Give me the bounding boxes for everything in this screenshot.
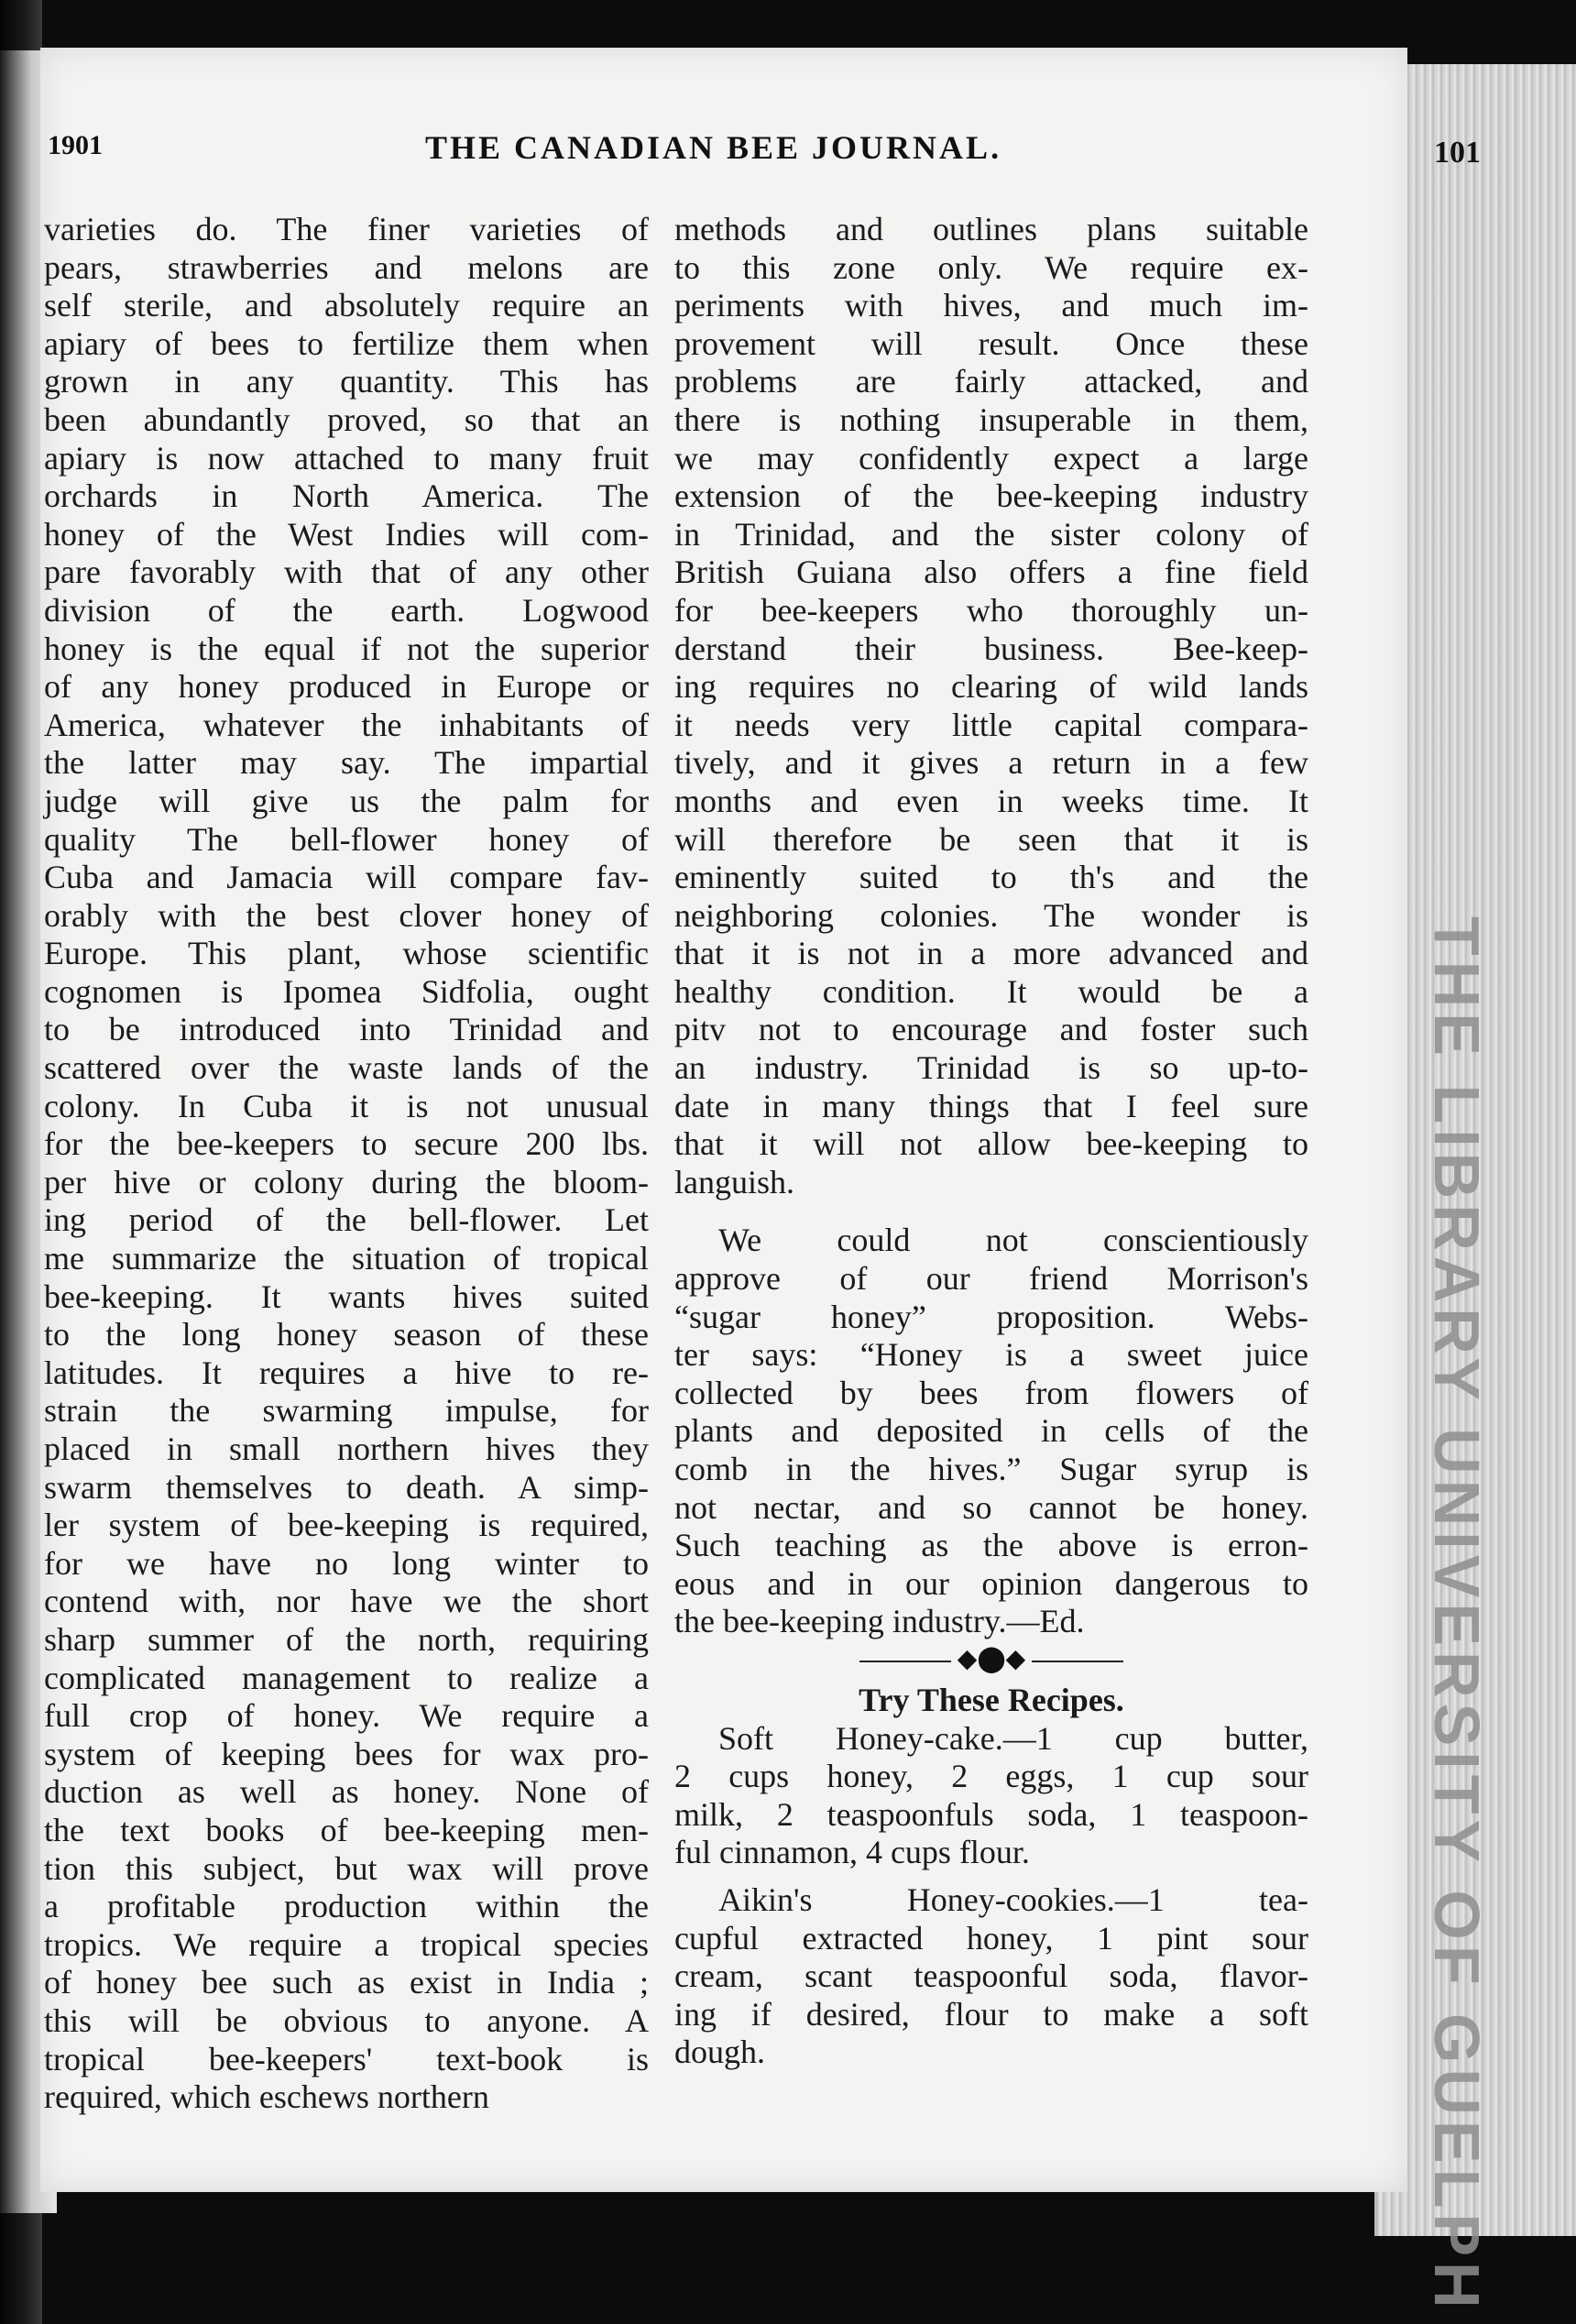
editor-note <box>674 1222 1308 1641</box>
text-line: an industry. Trinidad is so up-to- <box>674 1049 1308 1087</box>
text-line: methods and outlines plans suitable <box>674 211 1308 247</box>
text-line: Such teaching as the above is erron- <box>674 1527 1308 1564</box>
text-line: orchards in North America. The <box>44 477 649 515</box>
text-line: for we have no long winter to <box>44 1544 649 1582</box>
journal-title: THE CANADIAN BEE JOURNAL. <box>425 129 1002 166</box>
text-line: quality The bell-flower honey of <box>44 820 649 858</box>
text-line: pitv not to encourage and foster such <box>674 1011 1308 1048</box>
text-line: ing if desired, flour to make a soft <box>674 1995 1308 2033</box>
text-line: approve of our friend Morrison's <box>674 1260 1308 1298</box>
text-line: for the bee-keepers to secure 200 lbs. <box>44 1125 649 1163</box>
text-line: derstand their business. Bee-keep- <box>674 630 1308 667</box>
text-line: We could not conscientiously <box>718 1222 1308 1259</box>
text-line: tively, and it gives a return in a few <box>674 744 1308 782</box>
text-line: a profitable production within the <box>44 1888 649 1925</box>
text-line: extension of the bee-keeping industry <box>674 477 1308 515</box>
text-line: that it will not allow bee-keeping to <box>674 1125 1308 1163</box>
text-line: the bee-keeping industry.—Ed. <box>674 1603 1085 1640</box>
text-line: honey of the West Indies will com- <box>44 515 649 553</box>
text-line: of honey bee such as exist in India ; <box>44 1964 649 2001</box>
text-line: the text books of bee-keeping men- <box>44 1811 649 1848</box>
text-line: sharp summer of the north, requiring <box>44 1620 649 1658</box>
text-line: of any honey produced in Europe or <box>44 668 649 706</box>
text-line: for bee-keepers who thoroughly un- <box>674 591 1308 629</box>
text-line: required, which eschews northern <box>44 2078 489 2116</box>
header-year: 1901 <box>48 130 103 160</box>
text-line: self sterile, and absolutely require an <box>44 287 649 324</box>
text-line: cream, scant teaspoonful soda, flavor- <box>674 1957 1308 1995</box>
text-line: collected by bees from flowers of <box>674 1374 1308 1411</box>
text-line: swarm themselves to death. A simp- <box>44 1468 649 1506</box>
text-line: plants and deposited in cells of the <box>674 1412 1308 1450</box>
text-line: ful cinnamon, 4 cups flour. <box>674 1834 1030 1871</box>
text-line: to this zone only. We require ex- <box>674 248 1308 286</box>
text-line: periments with hives, and much im- <box>674 287 1308 324</box>
text-line: tropical bee-keepers' text-book is <box>44 2040 649 2077</box>
text-line: not nectar, and so cannot be honey. <box>674 1488 1308 1526</box>
right-column <box>674 211 1308 2072</box>
text-line: languish. <box>674 1163 794 1200</box>
text-line: will therefore be seen that it is <box>674 820 1308 858</box>
text-line: in Trinidad, and the sister colony of <box>674 515 1308 553</box>
text-line: British Guiana also offers a fine field <box>674 554 1308 591</box>
text-line: 2 cups honey, 2 eggs, 1 cup sour <box>674 1758 1308 1795</box>
text-line: “sugar honey” proposition. Webs- <box>674 1298 1308 1335</box>
left-column <box>44 211 649 2117</box>
text-line: Aikin's Honey-cookies.—1 tea- <box>718 1880 1308 1918</box>
text-line: date in many things that I feel sure <box>674 1087 1308 1124</box>
text-line: months and even in weeks time. It <box>674 782 1308 819</box>
text-line: America, whatever the inhabitants of <box>44 706 649 743</box>
text-line: tion this subject, but wax will prove <box>44 1849 649 1887</box>
text-line: pears, strawberries and melons are <box>44 248 649 286</box>
text-line: healthy condition. It would be a <box>674 972 1308 1010</box>
text-line: to the long honey season of these <box>44 1316 649 1354</box>
text-line: cupful extracted honey, 1 pint sour <box>674 1919 1308 1957</box>
text-line: cognomen is Ipomea Sidfolia, ought <box>44 972 649 1010</box>
text-line: complicated management to realize a <box>44 1659 649 1696</box>
text-line: there is nothing insuperable in them, <box>674 400 1308 438</box>
recipes-heading: Try These Recipes. <box>859 1681 1124 1718</box>
text-line: eous and in our opinion dangerous to <box>674 1564 1308 1602</box>
text-line: it needs very little capital compara- <box>674 706 1308 743</box>
text-line: grown in any quantity. This has <box>44 363 649 400</box>
text-line: to be introduced into Trinidad and <box>44 1011 649 1048</box>
text-line: ler system of bee-keeping is required, <box>44 1507 649 1544</box>
text-line: division of the earth. Logwood <box>44 591 649 629</box>
text-line: neighboring colonies. The wonder is <box>674 896 1308 934</box>
text-line: pare favorably with that of any other <box>44 554 649 591</box>
text-line: system of keeping bees for wax pro- <box>44 1735 649 1772</box>
text-line: duction as well as honey. None of <box>44 1773 649 1811</box>
text-line: Cuba and Jamacia will compare fav- <box>44 859 649 896</box>
text-line: strain the swarming impulse, for <box>44 1392 649 1430</box>
text-line: Europe. This plant, whose scientific <box>44 935 649 972</box>
text-line: Soft Honey-cake.—1 cup butter, <box>718 1719 1308 1757</box>
text-line: this will be obvious to anyone. A <box>44 2001 649 2039</box>
recipe-honey-cake <box>674 1720 1308 1872</box>
text-line: been abundantly proved, so that an <box>44 400 649 438</box>
text-line: per hive or colony during the bloom- <box>44 1163 649 1200</box>
page-number: 101 <box>1434 136 1481 170</box>
text-line: milk, 2 teaspoonfuls soda, 1 teaspoon- <box>674 1795 1308 1833</box>
text-line: apiary of bees to fertilize them when <box>44 324 649 362</box>
section-ornament: ◆⬤◆ <box>674 1641 1308 1678</box>
closing-paragraph <box>674 211 1308 1201</box>
text-line: that it is not in a more advanced and <box>674 935 1308 972</box>
recipe-honey-cookies <box>674 1881 1308 2072</box>
text-line: colony. In Cuba it is not unusual <box>44 1087 649 1124</box>
text-line: ing requires no clearing of wild lands <box>674 668 1308 706</box>
text-line: the latter may say. The impartial <box>44 744 649 782</box>
text-line: provement will result. Once these <box>674 324 1308 362</box>
text-line: we may confidently expect a large <box>674 439 1308 477</box>
text-line: varieties do. The finer varieties of <box>44 211 649 247</box>
text-line: scattered over the waste lands of the <box>44 1049 649 1087</box>
text-line: problems are fairly attacked, and <box>674 363 1308 400</box>
text-line: judge will give us the palm for <box>44 782 649 819</box>
text-line: placed in small northern hives they <box>44 1431 649 1467</box>
running-header <box>40 73 1525 170</box>
text-line: ter says: “Honey is a sweet juice <box>674 1336 1308 1374</box>
text-line: contend with, nor have we the short <box>44 1583 649 1620</box>
library-stamp: THE LIBRARY UNIVERSITY OF GUELPH <box>1421 916 1493 2314</box>
text-line: apiary is now attached to many fruit <box>44 439 649 477</box>
text-line: comb in the hives.” Sugar syrup is <box>674 1451 1308 1487</box>
text-line: ing period of the bell-flower. Let <box>44 1201 649 1239</box>
text-line: bee-keeping. It wants hives suited <box>44 1277 649 1315</box>
text-line: me summarize the situation of tropical <box>44 1240 649 1277</box>
text-line: orably with the best clover honey of <box>44 896 649 934</box>
text-line: full crop of honey. We require a <box>44 1697 649 1735</box>
text-line: dough. <box>674 2034 765 2071</box>
text-line: tropics. We require a tropical species <box>44 1925 649 1963</box>
text-line: latitudes. It requires a hive to re- <box>44 1354 649 1391</box>
text-line: eminently suited to th's and the <box>674 859 1308 896</box>
text-line: honey is the equal if not the superior <box>44 630 649 667</box>
